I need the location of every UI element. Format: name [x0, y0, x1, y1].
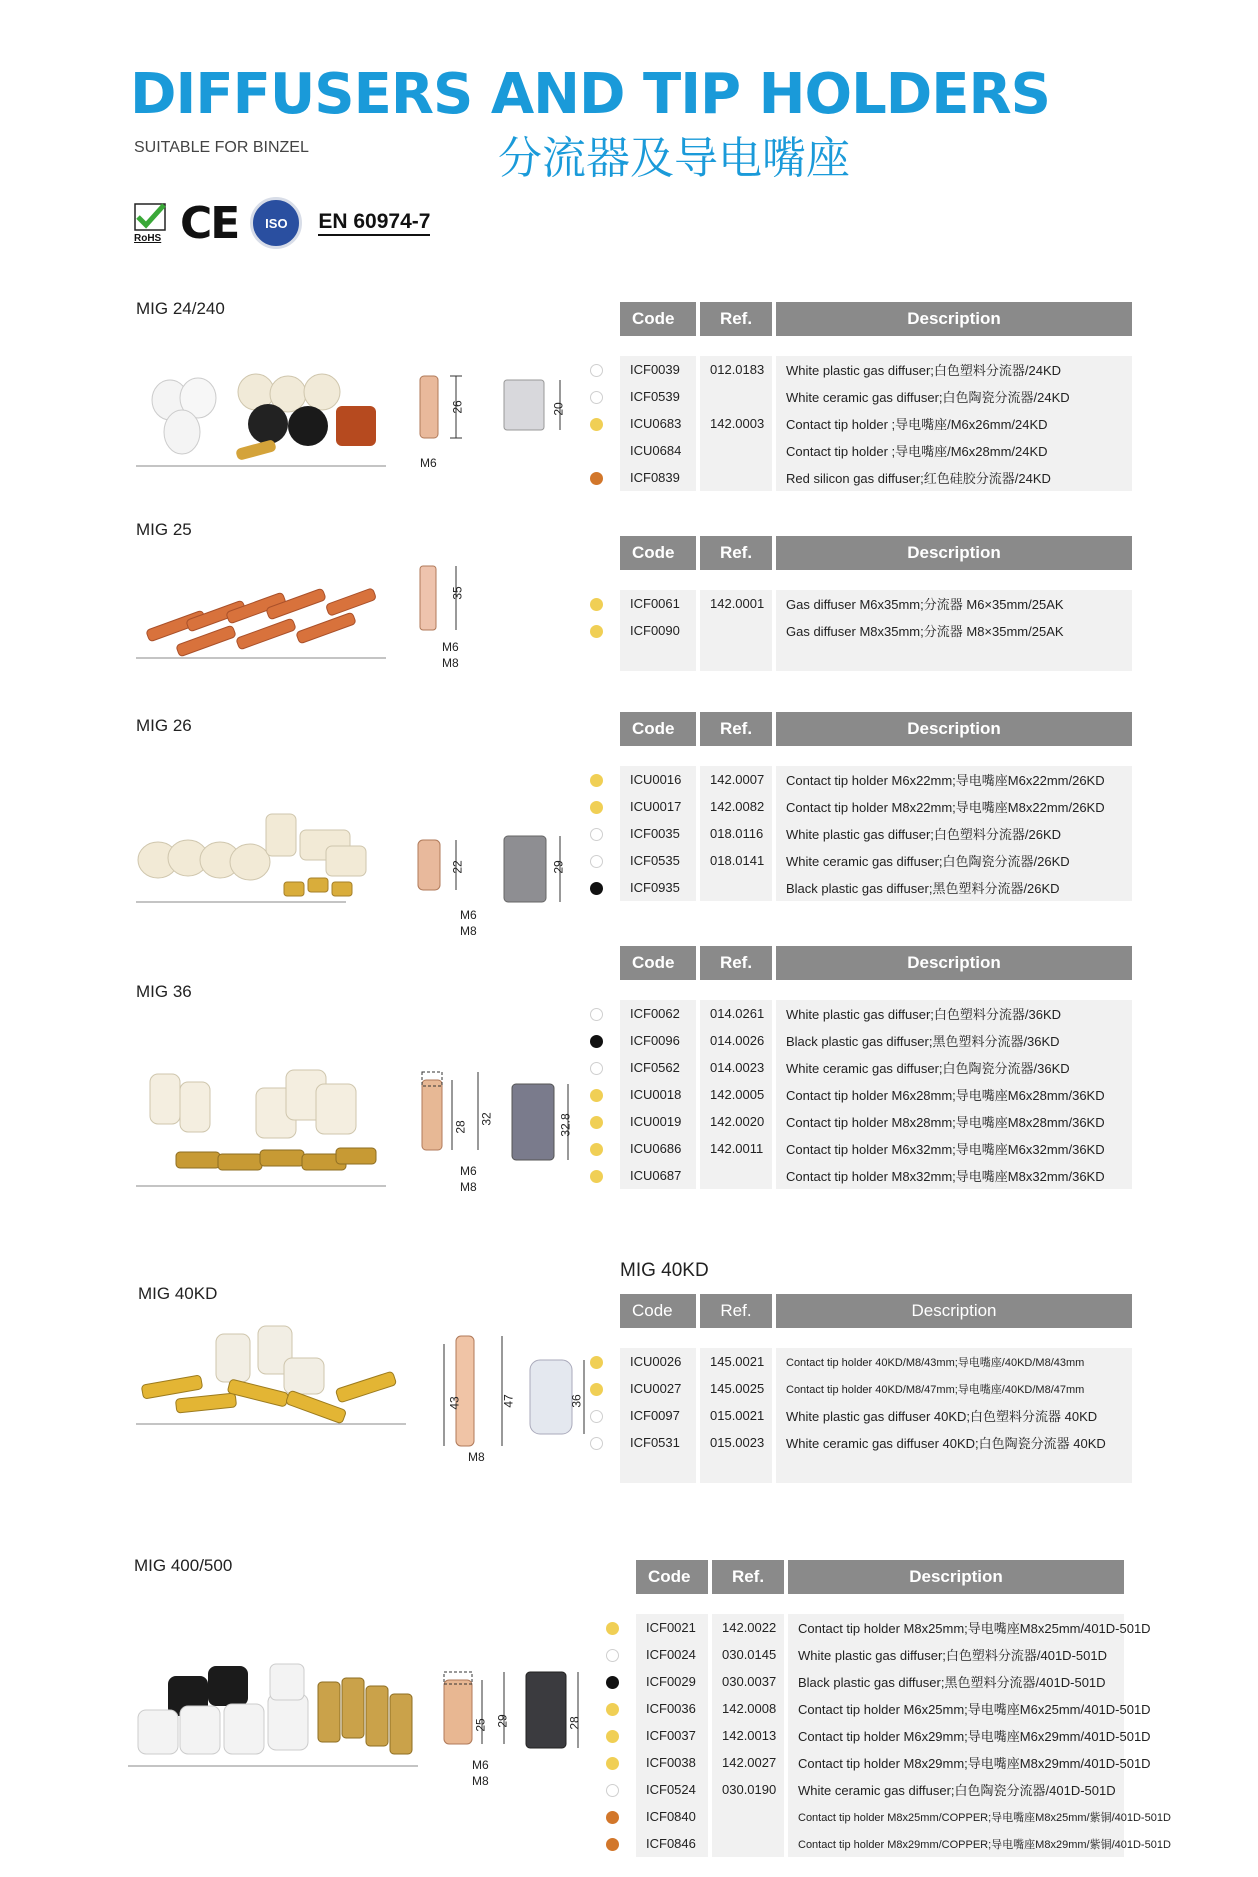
table-row: [620, 793, 1132, 820]
color-indicator-icon: [590, 1356, 603, 1369]
diagram-holder-mig-40kd: [430, 1330, 520, 1455]
table-row: [636, 1668, 1124, 1695]
color-indicator-icon: [590, 774, 603, 787]
color-indicator-icon: [590, 1383, 603, 1396]
color-indicator-icon: [590, 1089, 603, 1102]
cell-ref: 142.0082: [700, 793, 772, 820]
cell-ref: 014.0023: [700, 1054, 772, 1081]
cell-code: ICF0935: [620, 874, 696, 901]
dim-holder-length-a: 28: [453, 1120, 468, 1134]
dim-holder-length: 22: [450, 860, 465, 874]
dim-thread-m8: M8: [472, 1774, 489, 1788]
table-row: [636, 1803, 1171, 1830]
table-row: [636, 1641, 1124, 1668]
color-indicator-icon: [590, 472, 603, 485]
table-row: [636, 1722, 1151, 1749]
cell-desc: Contact tip holder M8x28mm;导电嘴座M8x28mm/36KD: [776, 1108, 1132, 1135]
cell-code: [620, 1456, 696, 1483]
dim-diffuser-length: 29: [551, 860, 566, 874]
cell-code: ICF0024: [636, 1641, 708, 1668]
table-body: [620, 766, 1132, 901]
color-indicator-icon: [590, 625, 603, 638]
cell-ref: 014.0261: [700, 1000, 772, 1027]
cell-ref: [700, 437, 772, 464]
dim-holder-length-b: 47: [501, 1394, 516, 1408]
table-row: [620, 1348, 1132, 1375]
cell-code: ICF0539: [620, 383, 696, 410]
table-row: [620, 437, 1132, 464]
table-mig-26: [620, 712, 1132, 901]
cell-code: ICF0535: [620, 847, 696, 874]
cell-code: ICF0021: [636, 1614, 708, 1641]
cell-desc: Contact tip holder M8x32mm;导电嘴座M8x32mm/36KD: [776, 1162, 1132, 1189]
cell-code: ICU0684: [620, 437, 696, 464]
cell-desc: Contact tip holder 40KD/M8/43mm;导电嘴座/40KD/M8/43mm: [776, 1348, 1132, 1375]
table-header: Code Ref. Description: [636, 1560, 1124, 1594]
table-row: [620, 464, 1132, 491]
cell-ref: 142.0007: [700, 766, 772, 793]
section-label-mig-40kd: MIG 40KD: [138, 1284, 218, 1303]
table-row: [620, 1000, 1132, 1027]
cell-desc: Contact tip holder ;导电嘴座/M6x26mm/24KD: [776, 410, 1132, 437]
cell-ref: 142.0011: [700, 1135, 772, 1162]
table-row: [620, 874, 1132, 901]
dim-diffuser-length: 32.8: [558, 1113, 573, 1137]
section-label-mig-24-240: MIG 24/240: [136, 299, 225, 318]
cell-code: ICF0090: [620, 617, 696, 644]
cell-desc: [776, 1456, 1132, 1483]
dim-thread-m8: M8: [460, 1180, 477, 1194]
cell-code: ICU0018: [620, 1081, 696, 1108]
color-indicator-icon: [606, 1811, 619, 1824]
cell-desc: Contact tip holder M8x22mm;导电嘴座M8x22mm/26KD: [776, 793, 1132, 820]
cell-desc: White plastic gas diffuser;白色塑料分流器/24KD: [776, 356, 1132, 383]
cell-desc: White ceramic gas diffuser;白色陶瓷分流器/24KD: [776, 383, 1132, 410]
cell-ref: [700, 617, 772, 644]
cell-ref: [700, 874, 772, 901]
cell-desc: Contact tip holder M8x29mm/COPPER;导电嘴座M8x29mm/紫铜/401D-501D: [788, 1830, 1124, 1857]
table-mig-400-500: [636, 1560, 1171, 1857]
table-header: Code Ref. Description: [620, 302, 1132, 336]
cell-ref: 012.0183: [700, 356, 772, 383]
color-indicator-icon: [590, 882, 603, 895]
table-row: [620, 617, 1132, 644]
color-indicator-icon: [606, 1676, 619, 1689]
product-photo-mig-25: [136, 580, 386, 665]
color-indicator-icon: [590, 598, 603, 611]
iso-seal: ISO: [250, 197, 302, 249]
page-title-cn: 分流器及导电嘴座: [498, 133, 850, 184]
cell-desc: [776, 644, 1132, 671]
table-row: [636, 1776, 1124, 1803]
cell-ref: [700, 1456, 772, 1483]
color-indicator-icon: [590, 801, 603, 814]
table-body: [620, 356, 1132, 491]
cell-ref: 145.0025: [700, 1375, 772, 1402]
cell-desc: White plastic gas diffuser;白色塑料分流器/26KD: [776, 820, 1132, 847]
color-indicator-icon: [590, 1437, 603, 1450]
en-standard: EN 60974-7: [318, 210, 430, 236]
page-subtitle: SUITABLE FOR BINZEL: [134, 139, 309, 156]
cell-ref: 142.0020: [700, 1108, 772, 1135]
cell-desc: White plastic gas diffuser;白色塑料分流器/401D-501D: [788, 1641, 1124, 1668]
cell-desc: Contact tip holder M6x25mm;导电嘴座M6x25mm/401D-501D: [788, 1695, 1124, 1722]
cell-ref: [712, 1830, 784, 1857]
cell-ref: [700, 1162, 772, 1189]
color-indicator-icon: [606, 1730, 619, 1743]
diagram-holder-mig-24-240: [412, 368, 472, 463]
cell-code: ICF0524: [636, 1776, 708, 1803]
table-row: [636, 1830, 1171, 1857]
cell-desc: Gas diffuser M8x35mm;分流器 M8×35mm/25AK: [776, 617, 1132, 644]
diagram-holder-mig-25: [412, 560, 472, 645]
color-indicator-icon: [590, 1170, 603, 1183]
dim-diffuser-length: 28: [567, 1716, 582, 1730]
cell-ref: 142.0013: [712, 1722, 784, 1749]
color-indicator-icon: [606, 1838, 619, 1851]
table-row: [636, 1614, 1151, 1641]
cell-code: ICU0027: [620, 1375, 696, 1402]
section-label-mig-26: MIG 26: [136, 716, 192, 735]
color-indicator-icon: [606, 1622, 619, 1635]
cell-ref: 018.0116: [700, 820, 772, 847]
color-indicator-icon: [590, 855, 603, 868]
table-body: [620, 1000, 1132, 1189]
cell-code: ICF0037: [636, 1722, 708, 1749]
table-row: [620, 1054, 1132, 1081]
cell-code: ICU0683: [620, 410, 696, 437]
table-row: [620, 820, 1132, 847]
dim-thread-m6: M6: [442, 640, 459, 654]
cell-desc: Contact tip holder M8x25mm/COPPER;导电嘴座M8x25mm/紫铜/401D-501D: [788, 1803, 1124, 1830]
product-photo-mig-26: [136, 810, 386, 915]
color-indicator-icon: [606, 1649, 619, 1662]
color-indicator-icon: [590, 828, 603, 841]
color-indicator-icon: [590, 1062, 603, 1075]
section-label-mig-25: MIG 25: [136, 520, 192, 539]
color-indicator-icon: [590, 1410, 603, 1423]
cell-code: ICF0562: [620, 1054, 696, 1081]
dim-thread-m6: M6: [472, 1758, 489, 1772]
cell-code: ICU0016: [620, 766, 696, 793]
cell-desc: Contact tip holder M6x29mm;导电嘴座M6x29mm/401D-501D: [788, 1722, 1124, 1749]
cell-desc: White ceramic gas diffuser;白色陶瓷分流器/401D-501D: [788, 1776, 1124, 1803]
cell-ref: [700, 383, 772, 410]
table-body: [636, 1614, 1171, 1857]
table-row: [620, 356, 1132, 383]
cell-desc: White plastic gas diffuser 40KD;白色塑料分流器 40KD: [776, 1402, 1132, 1429]
table-row: [620, 383, 1132, 410]
table-label-mig-40kd: MIG 40KD: [620, 1260, 709, 1281]
dim-thread-m8: M8: [468, 1450, 485, 1464]
cell-desc: White ceramic gas diffuser;白色陶瓷分流器/26KD: [776, 847, 1132, 874]
dim-diffuser-length: 36: [569, 1394, 584, 1408]
cell-ref: [700, 464, 772, 491]
cell-code: ICF0097: [620, 1402, 696, 1429]
cell-code: ICF0035: [620, 820, 696, 847]
table-header: Code Ref. Description: [620, 1294, 1132, 1328]
cell-ref: [712, 1803, 784, 1830]
cell-ref: 014.0026: [700, 1027, 772, 1054]
cell-ref: 142.0003: [700, 410, 772, 437]
cell-ref: 142.0027: [712, 1749, 784, 1776]
cell-ref: [700, 644, 772, 671]
cell-desc: Contact tip holder M8x25mm;导电嘴座M8x25mm/401D-501D: [788, 1614, 1124, 1641]
table-row: [620, 590, 1132, 617]
table-row: [620, 1081, 1132, 1108]
cell-desc: Contact tip holder 40KD/M8/47mm;导电嘴座/40KD/M8/47mm: [776, 1375, 1132, 1402]
cell-ref: 015.0023: [700, 1429, 772, 1456]
cell-desc: Gas diffuser M6x35mm;分流器 M6×35mm/25AK: [776, 590, 1132, 617]
cell-desc: Black plastic gas diffuser;黑色塑料分流器/401D-501D: [788, 1668, 1124, 1695]
dim-holder-length-a: 25: [473, 1718, 488, 1732]
product-photo-mig-36: [136, 1060, 386, 1195]
dim-thread-m6: M6: [460, 1164, 477, 1178]
table-row: [620, 410, 1132, 437]
dim-diffuser-length: 20: [551, 402, 566, 416]
color-indicator-icon: [606, 1703, 619, 1716]
cell-desc: White ceramic gas diffuser;白色陶瓷分流器/36KD: [776, 1054, 1132, 1081]
table-body: [620, 590, 1132, 671]
dim-thread-m6: M6: [460, 908, 477, 922]
color-indicator-icon: [606, 1757, 619, 1770]
cell-ref: 018.0141: [700, 847, 772, 874]
cell-ref: 142.0008: [712, 1695, 784, 1722]
certification-logos: [134, 198, 430, 248]
cell-ref: 030.0037: [712, 1668, 784, 1695]
table-body: [620, 1348, 1132, 1483]
table-row: [620, 847, 1132, 874]
cell-desc: Contact tip holder M8x29mm;导电嘴座M8x29mm/401D-501D: [788, 1749, 1124, 1776]
cell-code: ICF0038: [636, 1749, 708, 1776]
cell-desc: Black plastic gas diffuser;黑色塑料分流器/26KD: [776, 874, 1132, 901]
cell-desc: Black plastic gas diffuser;黑色塑料分流器/36KD: [776, 1027, 1132, 1054]
table-row: [636, 1749, 1151, 1776]
cell-ref: 015.0021: [700, 1402, 772, 1429]
dim-thread: M6: [420, 456, 437, 470]
page-title: DIFFUSERS AND TIP HOLDERS: [130, 62, 1050, 127]
dim-thread-m8: M8: [442, 656, 459, 670]
dim-holder-length: 35: [450, 586, 465, 600]
cell-code: ICF0061: [620, 590, 696, 617]
color-indicator-icon: [590, 1035, 603, 1048]
dim-holder-length-b: 32: [479, 1112, 494, 1126]
table-mig-24-240: [620, 302, 1132, 491]
color-indicator-icon: [590, 391, 603, 404]
table-header: Code Ref. Description: [620, 712, 1132, 746]
color-indicator-icon: [590, 364, 603, 377]
cell-desc: Contact tip holder ;导电嘴座/M6x28mm/24KD: [776, 437, 1132, 464]
cell-code: ICU0686: [620, 1135, 696, 1162]
table-row: [620, 644, 1132, 671]
color-indicator-icon: [590, 1143, 603, 1156]
cell-code: ICF0840: [636, 1803, 708, 1830]
color-indicator-icon: [590, 418, 603, 431]
cell-code: ICU0019: [620, 1108, 696, 1135]
cell-code: [620, 644, 696, 671]
cell-code: ICF0846: [636, 1830, 708, 1857]
cell-code: ICF0036: [636, 1695, 708, 1722]
cell-ref: 030.0145: [712, 1641, 784, 1668]
table-row: [620, 1135, 1132, 1162]
cell-desc: Contact tip holder M6x22mm;导电嘴座M6x22mm/26KD: [776, 766, 1132, 793]
cell-code: ICU0687: [620, 1162, 696, 1189]
table-row: [620, 1027, 1132, 1054]
cell-code: ICF0039: [620, 356, 696, 383]
table-row: [620, 1162, 1132, 1189]
color-indicator-icon: [606, 1784, 619, 1797]
table-row: [620, 1456, 1132, 1483]
table-row: [620, 766, 1132, 793]
section-label-mig-36: MIG 36: [136, 982, 192, 1001]
cell-ref: 142.0001: [700, 590, 772, 617]
cell-code: ICU0026: [620, 1348, 696, 1375]
table-mig-40kd: [620, 1294, 1132, 1483]
dim-holder-length-b: 29: [495, 1714, 510, 1728]
table-mig-36: [620, 946, 1132, 1189]
table-mig-25: [620, 536, 1132, 671]
cell-code: ICF0839: [620, 464, 696, 491]
cell-desc: White plastic gas diffuser;白色塑料分流器/36KD: [776, 1000, 1132, 1027]
cell-code: ICF0029: [636, 1668, 708, 1695]
cell-desc: Contact tip holder M6x28mm;导电嘴座M6x28mm/36KD: [776, 1081, 1132, 1108]
dim-holder-length: 26: [450, 400, 465, 414]
cell-ref: 142.0005: [700, 1081, 772, 1108]
table-row: [620, 1108, 1132, 1135]
rohs-logo: RoHS: [134, 202, 168, 244]
table-header: Code Ref. Description: [620, 946, 1132, 980]
product-photo-mig-40kd: [136, 1320, 406, 1435]
color-indicator-icon: [590, 1008, 603, 1021]
checkmark-icon: [134, 202, 168, 232]
product-photo-mig-400-500: [128, 1660, 418, 1775]
cell-code: ICF0096: [620, 1027, 696, 1054]
cell-code: ICU0017: [620, 793, 696, 820]
cell-ref: 145.0021: [700, 1348, 772, 1375]
cell-ref: 142.0022: [712, 1614, 784, 1641]
table-row: [620, 1429, 1132, 1456]
dim-thread-m8: M8: [460, 924, 477, 938]
cell-desc: Red silicon gas diffuser;红色硅胶分流器/24KD: [776, 464, 1132, 491]
dim-holder-length-a: 43: [447, 1396, 462, 1410]
section-label-mig-400-500: MIG 400/500: [134, 1556, 233, 1575]
table-row: [620, 1375, 1132, 1402]
cell-desc: Contact tip holder M6x32mm;导电嘴座M6x32mm/36KD: [776, 1135, 1132, 1162]
cell-code: ICF0062: [620, 1000, 696, 1027]
table-row: [636, 1695, 1151, 1722]
table-header: Code Ref. Description: [620, 536, 1132, 570]
cell-code: ICF0531: [620, 1429, 696, 1456]
color-indicator-icon: [590, 1116, 603, 1129]
cell-ref: 030.0190: [712, 1776, 784, 1803]
ce-mark: CE: [180, 197, 239, 249]
product-photo-mig-24-240: [136, 360, 386, 475]
cell-desc: White ceramic gas diffuser 40KD;白色陶瓷分流器 40KD: [776, 1429, 1132, 1456]
table-row: [620, 1402, 1132, 1429]
